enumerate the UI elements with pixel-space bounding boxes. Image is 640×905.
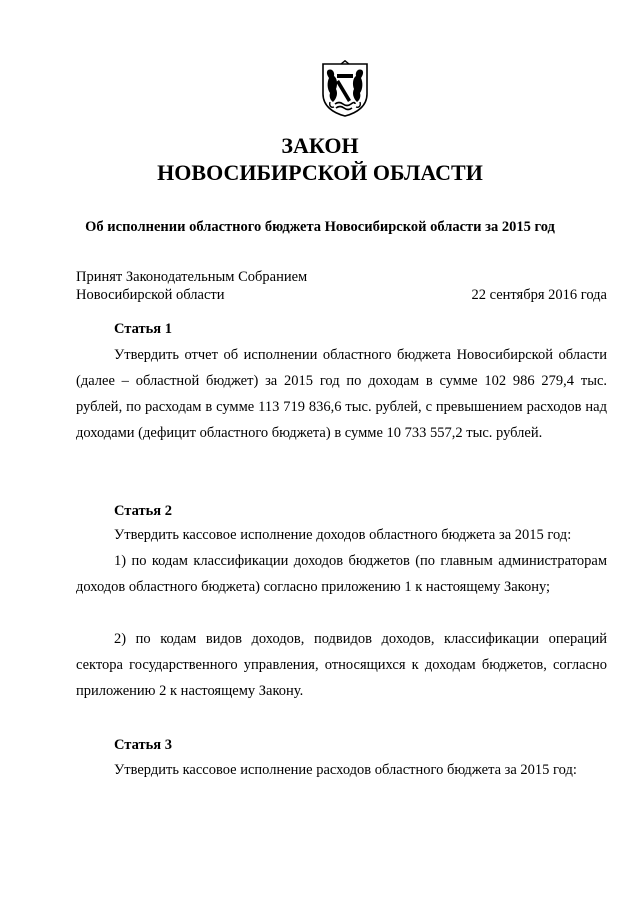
adoption-date: 22 сентября 2016 года bbox=[471, 287, 607, 303]
article-2-item-1: 1) по кодам классификации доходов бюджетов (по главным администраторам доходов областного бюджета) согласно приложению 1 к настоящему Закону; bbox=[76, 553, 607, 595]
article-2-item-2: 2) по кодам видов доходов, подвидов доходов, классификации операций сектора государственного управления, относящихся к доходам бюджетов, согласно приложению 2 к настоящему Закону. bbox=[76, 631, 607, 699]
adoption-line-1: Принят Законодательным Собранием bbox=[76, 269, 308, 285]
article-1-paragraph-1: Утвердить отчет об исполнении областного бюджета Новосибирской области (далее – областной бюджет) за 2015 год по доходам в сумме 102 986 279,4 тыс. рублей, по расходам в сумме 113 719 836,6 тыс. рублей, с превышением расходов над доходами (дефицит областного бюджета) в сумме 10 733 557,2 тыс. рублей. bbox=[76, 347, 607, 441]
article-2-paragraph-1: Утвердить кассовое исполнение доходов областного бюджета за 2015 год: bbox=[114, 527, 572, 543]
law-region-title: НОВОСИБИРСКОЙ ОБЛАСТИ bbox=[157, 160, 483, 185]
article-3-paragraph-1: Утвердить кассовое исполнение расходов областного бюджета за 2015 год: bbox=[114, 762, 577, 778]
law-title: ЗАКОН bbox=[281, 133, 359, 158]
adoption-row bbox=[76, 286, 607, 304]
article-2-heading: Статья 2 bbox=[114, 503, 172, 519]
coat-of-arms-icon bbox=[317, 60, 373, 118]
article-1-heading: Статья 1 bbox=[114, 321, 172, 337]
law-subject: Об исполнении областного бюджета Новосибирской области за 2015 год bbox=[85, 219, 555, 235]
adoption-block bbox=[76, 268, 607, 304]
article-3-heading: Статья 3 bbox=[114, 737, 172, 753]
adoption-line-2: Новосибирской области bbox=[76, 287, 225, 303]
